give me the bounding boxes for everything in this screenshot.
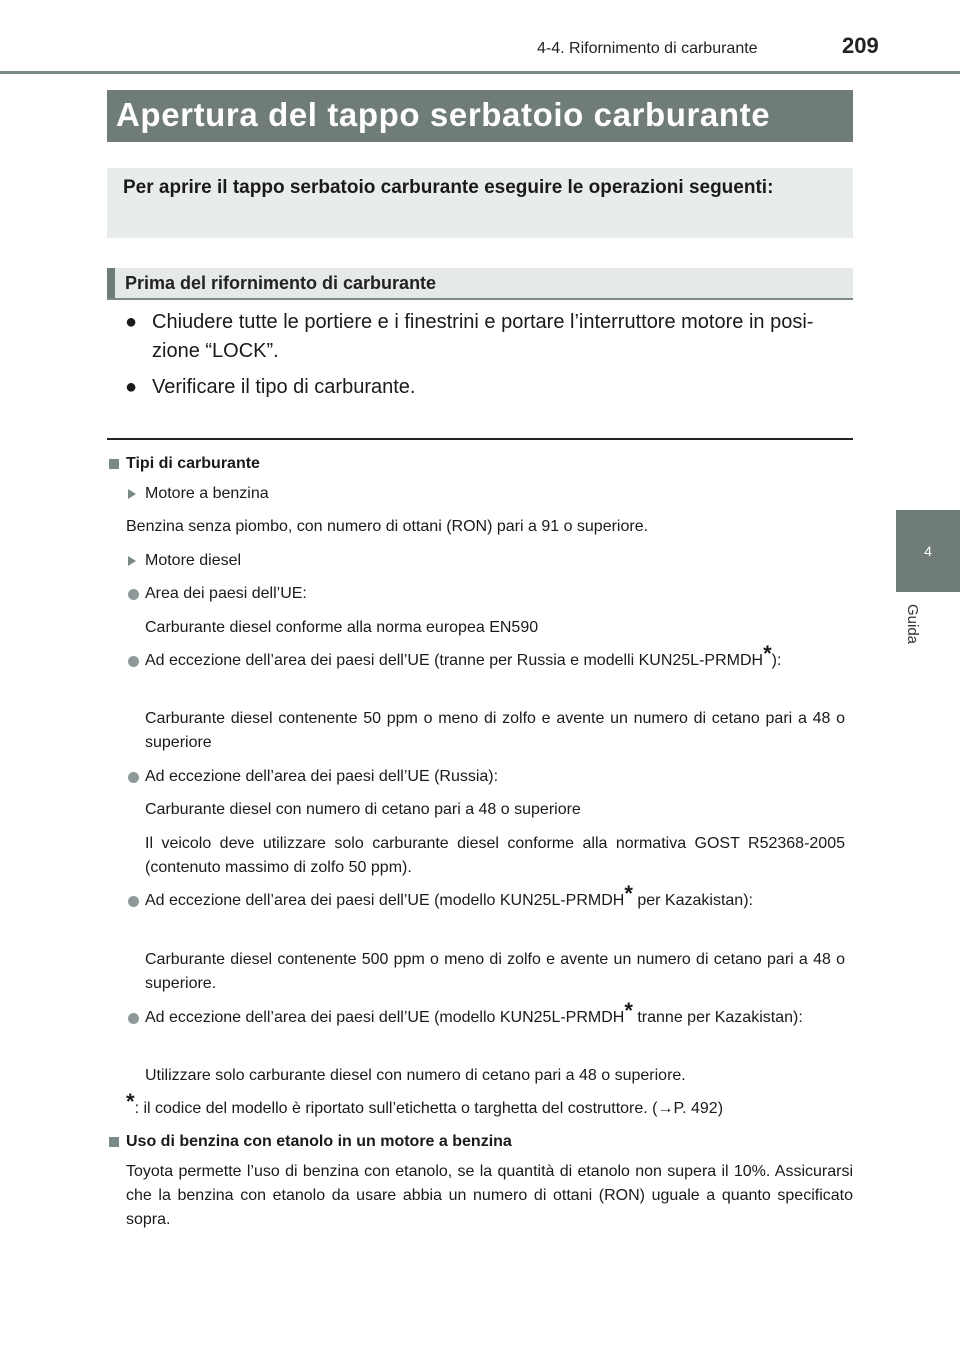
- diesel-area-item: [107, 582, 853, 606]
- ethanol-text: [107, 1160, 853, 1232]
- petrol-text: [107, 515, 853, 539]
- checklist-item-text: Verificare il tipo di carburante.: [152, 376, 416, 398]
- diesel-area-text-b: tranne per Kazakistan):: [632, 1009, 803, 1026]
- footnote-body: : il codice del modello è riportato sull’etichetta o targhetta del costruttore. (→P. 492): [134, 1100, 724, 1117]
- triangle-bullet-icon: [128, 556, 136, 566]
- chapter-tab: 4: [896, 510, 960, 592]
- dot-bullet-icon: [128, 1013, 139, 1024]
- checklist-item: [125, 308, 853, 366]
- diesel-spec: [107, 616, 853, 640]
- diesel-note-text: Il veicolo deve utilizzare solo carburante diesel conforme alla normativa GOST R52368-2005 (contenuto massimo di zolfo 50 ppm).: [145, 835, 845, 876]
- diesel-spec: [107, 707, 853, 755]
- diesel-spec-text: Carburante diesel contenente 500 ppm o meno di zolfo e avente un numero di cetano pari a 48 o superiore.: [145, 951, 845, 992]
- diesel-area-item: [107, 998, 853, 1030]
- diesel-label-text: Motore diesel: [145, 552, 242, 569]
- dot-bullet-icon: [128, 896, 139, 907]
- petrol-label: [107, 482, 853, 506]
- diesel-area-text: [145, 881, 853, 913]
- diesel-area-text: Ad eccezione dell’area dei paesi dell’UE (Russia):: [145, 768, 499, 785]
- intro-text: Per aprire il tappo serbatoio carburante eseguire le operazioni seguenti:: [123, 177, 774, 198]
- ethanol-heading-text: Uso di benzina con etanolo in un motore a benzina: [126, 1133, 512, 1150]
- diesel-spec-text: Carburante diesel conforme alla norma europea EN590: [145, 619, 539, 636]
- section-divider: [107, 438, 853, 440]
- chapter-label: [898, 604, 934, 664]
- bullet-icon: ●: [125, 311, 138, 333]
- subheading-text: Prima del rifornimento di carburante: [125, 273, 437, 293]
- ethanol-heading: [107, 1130, 853, 1154]
- diesel-area-text: [145, 998, 853, 1030]
- subheading-bar: [107, 268, 853, 300]
- fuel-types-heading: [107, 452, 853, 476]
- diesel-spec-text: Carburante diesel con numero di cetano pari a 48 o superiore: [145, 801, 581, 818]
- dot-bullet-icon: [128, 589, 139, 600]
- diesel-area-text-a: Ad eccezione dell’area dei paesi dell’UE (tranne per Russia e modelli KUN25L-PRMDH: [145, 652, 764, 669]
- square-bullet-icon: [109, 1137, 119, 1147]
- asterisk: *: [624, 998, 633, 1023]
- diesel-area-item: [107, 641, 853, 673]
- diesel-spec-text: Utilizzare solo carburante diesel con numero di cetano pari a 48 o superiore.: [145, 1067, 686, 1084]
- asterisk: *: [624, 881, 633, 906]
- diesel-spec: [107, 948, 853, 996]
- diesel-spec-text: Carburante diesel contenente 50 ppm o meno di zolfo e avente un numero di cetano pari a 48 o superiore: [145, 710, 845, 751]
- page-number: 209: [842, 33, 879, 58]
- petrol-label-text: Motore a benzina: [145, 485, 269, 502]
- ethanol-text-body: Toyota permette l’uso di benzina con etanolo, se la quantità di etanolo non supera il 10%. Assicurarsi che la benzina con etanolo da usare abbia un numero di ottani (RON) uguale a quanto specificato sopra.: [126, 1163, 853, 1228]
- diesel-area-item: [107, 881, 853, 913]
- dot-bullet-icon: [128, 656, 139, 667]
- header-rule: [0, 71, 960, 74]
- asterisk: *: [763, 641, 772, 666]
- diesel-area-text-b: ):: [771, 652, 782, 669]
- diesel-area-text-a: Ad eccezione dell’area dei paesi dell’UE (modello KUN25L-PRMDH: [145, 1009, 625, 1026]
- chapter-label-text: Guida: [904, 604, 921, 645]
- diesel-spec: [107, 798, 853, 822]
- diesel-area-text: Area dei paesi dell’UE:: [145, 585, 307, 602]
- subheading-accent: [107, 268, 115, 298]
- diesel-spec: [107, 1064, 853, 1088]
- checklist-item: [125, 373, 853, 402]
- bullet-icon: ●: [125, 376, 138, 398]
- square-bullet-icon: [109, 459, 119, 469]
- footnote: [107, 1089, 853, 1121]
- diesel-area-text-a: Ad eccezione dell’area dei paesi dell’UE (modello KUN25L-PRMDH: [145, 892, 625, 909]
- footnote-text: [126, 1089, 853, 1121]
- diesel-label: [107, 549, 853, 573]
- petrol-text-body: Benzina senza piombo, con numero di ottani (RON) pari a 91 o superiore.: [126, 518, 649, 535]
- intro-box: [107, 168, 853, 238]
- diesel-area-text-b: per Kazakistan):: [632, 892, 753, 909]
- diesel-note: [107, 832, 853, 880]
- running-header-section: 4-4. Rifornimento di carburante: [537, 40, 758, 57]
- diesel-area-item: [107, 765, 853, 789]
- page-title: Apertura del tappo serbatoio carburante: [116, 96, 771, 133]
- diesel-area-text: [145, 641, 853, 673]
- fuel-types-heading-text: Tipi di carburante: [126, 455, 260, 472]
- section-title-bar: [107, 90, 853, 142]
- dot-bullet-icon: [128, 772, 139, 783]
- asterisk: *: [126, 1089, 135, 1114]
- checklist-item-text: Chiudere tutte le portiere e i finestrini e portare l’interruttore motore in posi-zione “LOCK”.: [152, 311, 814, 362]
- triangle-bullet-icon: [128, 489, 136, 499]
